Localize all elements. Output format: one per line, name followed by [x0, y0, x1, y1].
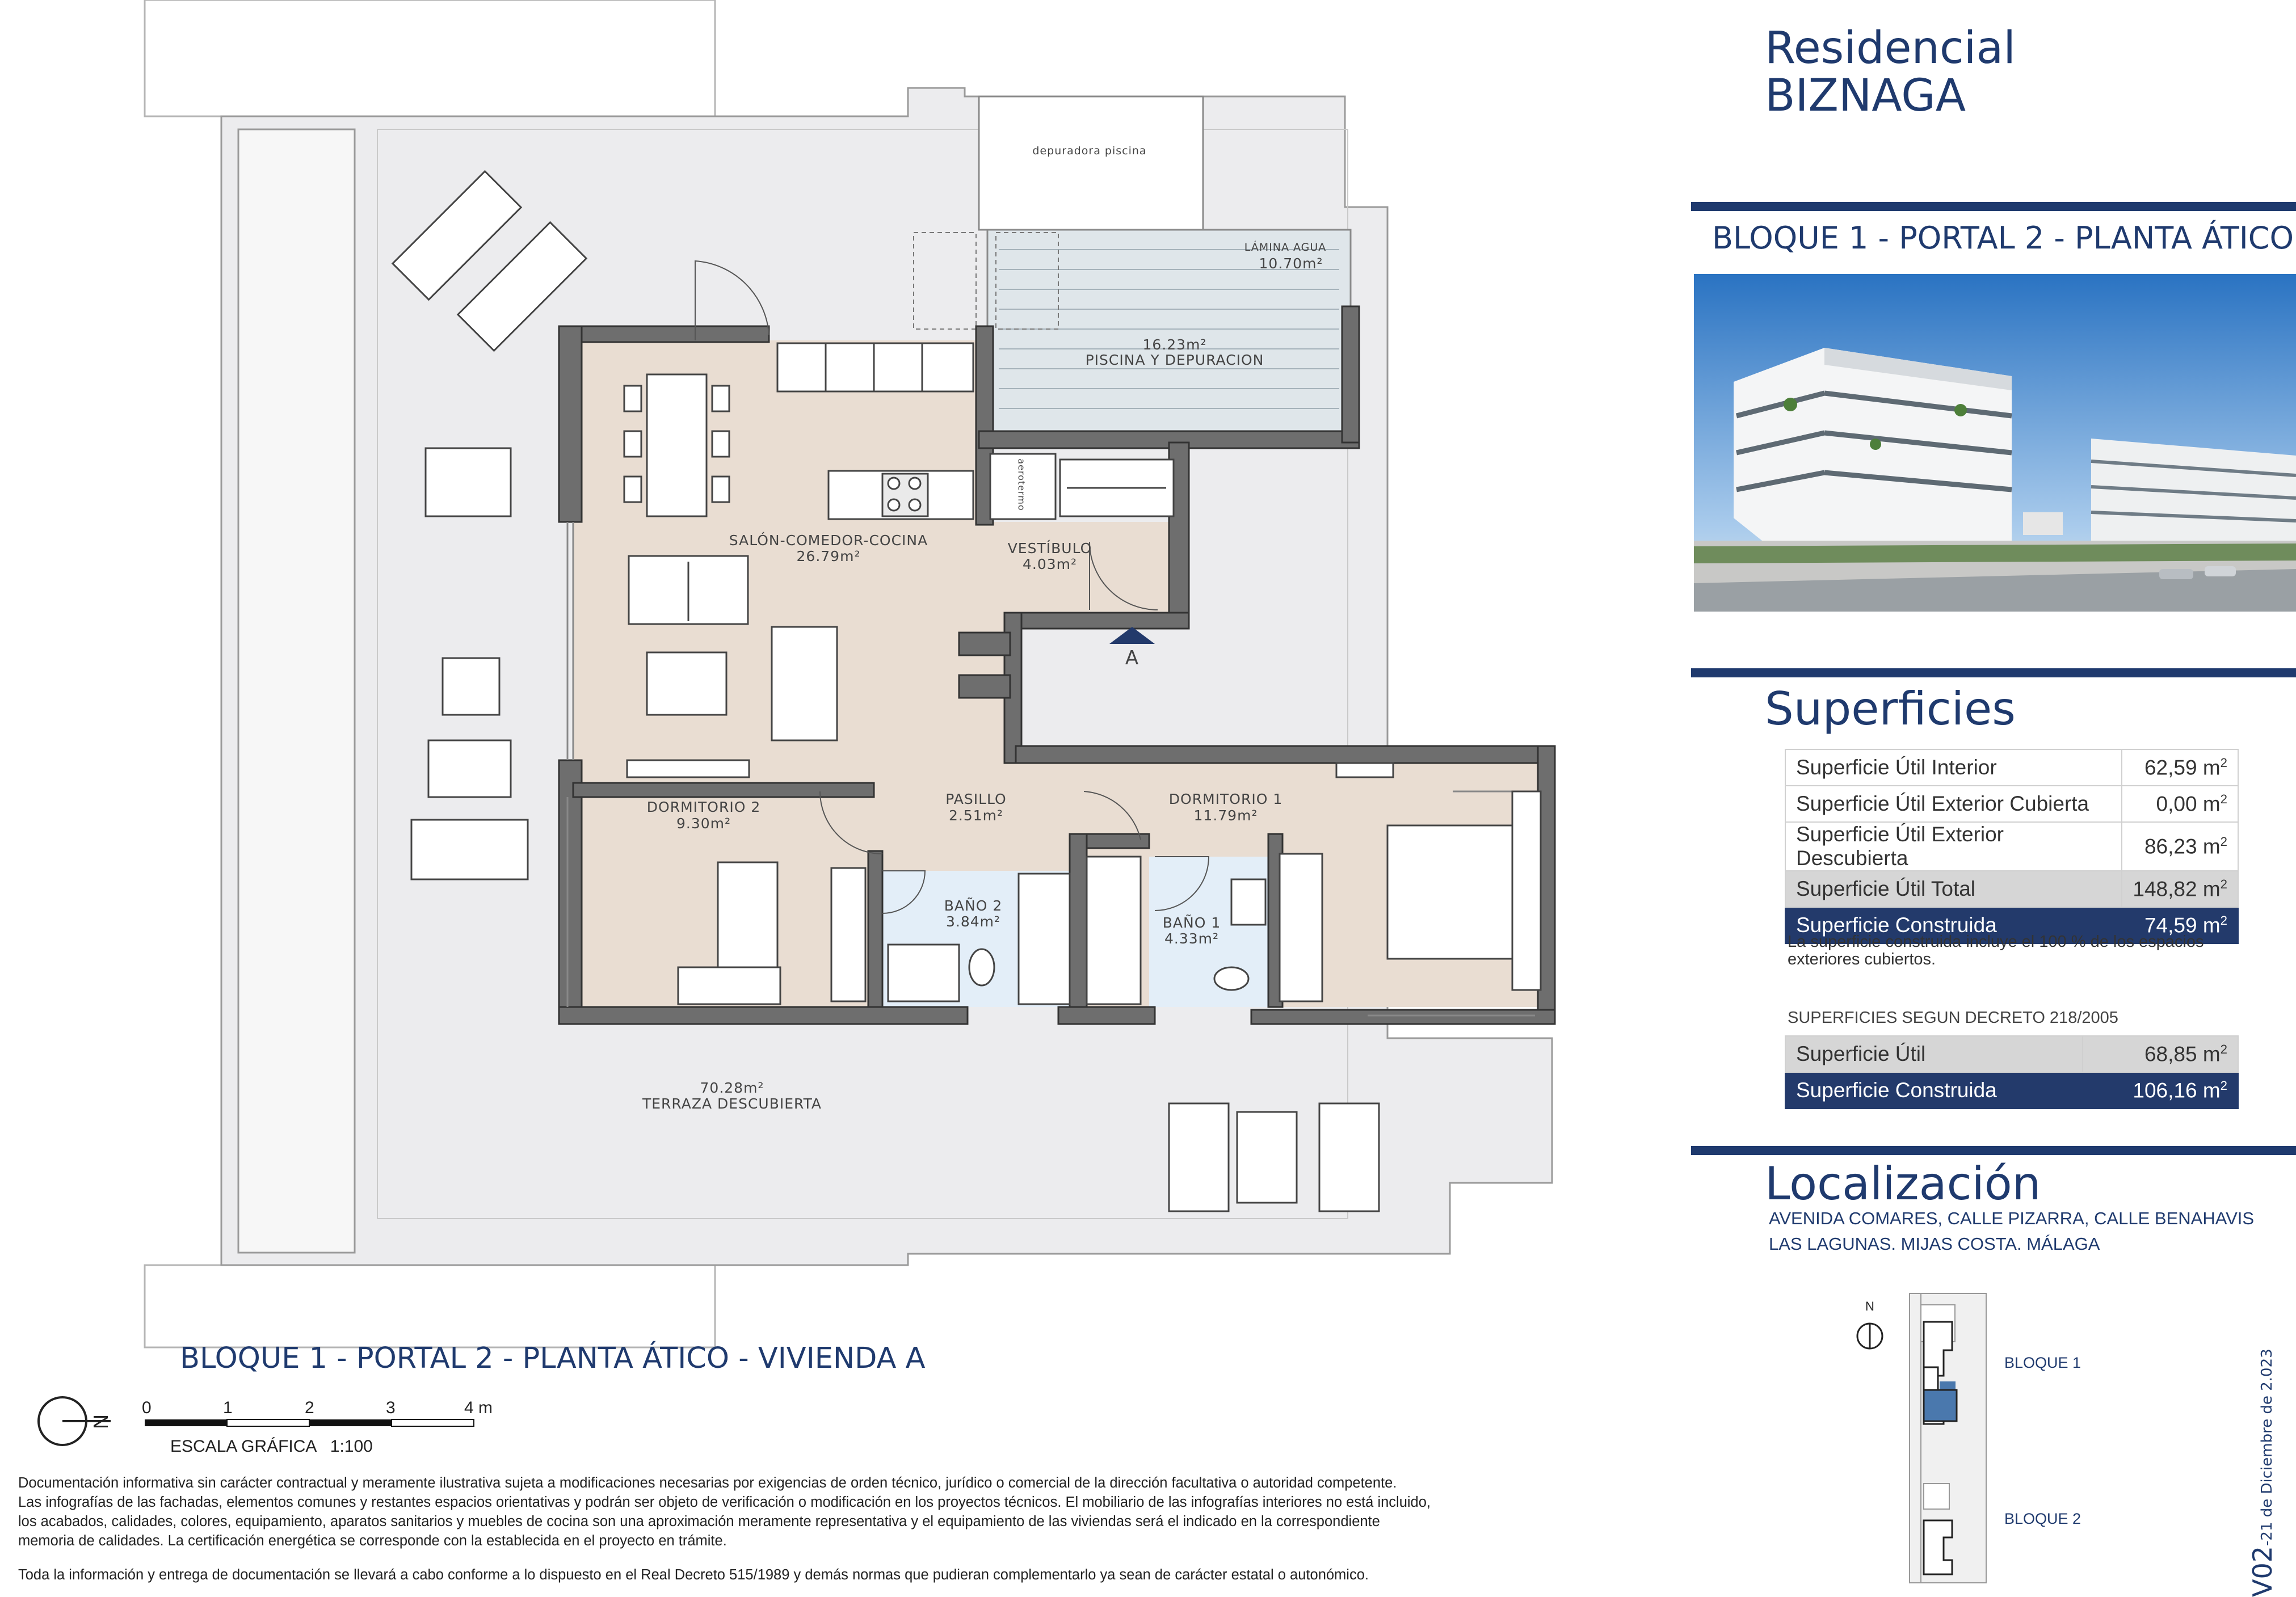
version-stamp — [2247, 1308, 2281, 1597]
superficies-row — [1785, 822, 2238, 871]
depuradora-room — [979, 96, 1203, 230]
terraza-area: 70.28m² — [700, 1080, 764, 1096]
vestibulo-label: VESTÍBULO — [1007, 540, 1092, 557]
bano2-label: BAÑO 2 — [944, 897, 1003, 914]
scale-tick-3: 3 — [386, 1398, 396, 1417]
disclaimer-line-5: Toda la información y entrega de documentación se llevará a cabo conforme a lo dispuesto en el Real Decreto 515/1989 y demás normas que pudieran complementarlo ya sean de carácter estatal o autonómico. — [18, 1567, 1369, 1583]
superficie-label: Superficie Construida — [1785, 907, 2122, 943]
project-title-line2: BIZNAGA — [1765, 70, 1966, 121]
divider-1 — [1691, 202, 2296, 211]
disclaimer-line-2: Las infografías de las fachadas, elementos comunes y restantes espacios orientativas y podrán ser objeto de verificación o modificación en los proyectos técnicos. El mobiliario de las infografías interiores no está incluido, — [18, 1494, 1431, 1510]
decreto-value: 68,85 $m^2$ — [2083, 1036, 2238, 1072]
version-code: V02 — [2247, 1545, 2278, 1597]
bano1-label: BAÑO 1 — [1162, 915, 1221, 931]
localizacion-heading: Localización — [1765, 1157, 2041, 1210]
superficie-value: 86,23 $m^2$ — [2122, 822, 2238, 871]
scale-tick-4: 4 m — [464, 1398, 493, 1417]
pergola-strip — [238, 129, 355, 1253]
dorm2-label: DORMITORIO 2 — [646, 799, 761, 815]
map-north-label: N — [1865, 1299, 1874, 1313]
scale-tick-0: 0 — [142, 1398, 152, 1417]
dorm1-area: 11.79m² — [1193, 807, 1258, 824]
disclaimer-line-3: los acabados, calidades, colores, equipamiento, aparatos sanitarios y muebles de cocina son una aproximación meramente representativa y el equipamiento de las viviendas será el indicado en la correspondiente — [18, 1514, 1380, 1529]
superficies-table — [1785, 749, 2239, 944]
vestibulo-area: 4.03m² — [1022, 556, 1078, 572]
site-map — [1839, 1288, 2066, 1588]
lamina-agua-label: LÁMINA AGUA — [1244, 241, 1327, 254]
decreto-heading: SUPERFICIES SEGUN DECRETO 218/2005 — [1788, 1009, 2118, 1027]
salon-label: SALÓN-COMEDOR-COCINA — [729, 532, 928, 549]
superficies-row — [1785, 749, 2238, 786]
version-date: -21 de Diciembre de 2.023 — [2259, 1349, 2276, 1546]
pasillo-label: PASILLO — [945, 791, 1007, 807]
decreto-table — [1785, 1035, 2239, 1109]
scale-caption: ESCALA GRÁFICA 1:100 — [170, 1437, 373, 1456]
bano1-area: 4.33m² — [1164, 930, 1220, 947]
aerotermo-label: aerotermo — [1016, 458, 1027, 511]
north-label: N — [89, 1414, 112, 1429]
superficie-label: Superficie Útil Total — [1785, 871, 2122, 907]
scale-tick-2: 2 — [305, 1398, 314, 1417]
divider-2 — [1691, 668, 2296, 677]
disclaimer-text — [18, 1473, 1647, 1585]
scale-tick-1: 1 — [223, 1398, 233, 1417]
dining-table — [624, 374, 729, 516]
salon-area: 26.79m² — [796, 548, 861, 564]
superficies-row — [1785, 786, 2238, 822]
terraza-label: TERRAZA DESCUBIERTA — [642, 1095, 822, 1112]
depuradora-label: depuradora piscina — [1032, 145, 1147, 157]
divider-3 — [1691, 1146, 2296, 1155]
decreto-label: Superficie Útil — [1785, 1036, 2083, 1072]
building-render — [1694, 274, 2296, 612]
superficies-heading: Superficies — [1765, 682, 2016, 735]
superficie-label: Superficie Útil Exterior Descubierta — [1785, 822, 2122, 871]
superficie-value: 62,59 $m^2$ — [2122, 749, 2238, 786]
localizacion-line2: LAS LAGUNAS. MIJAS COSTA. MÁLAGA — [1769, 1234, 2100, 1254]
bano2-area: 3.84m² — [945, 913, 1001, 930]
decreto-row — [1785, 1072, 2238, 1109]
decreto-value: 106,16 $m^2$ — [2083, 1072, 2238, 1109]
bloque2-label: BLOQUE 2 — [2004, 1510, 2081, 1527]
piscina-label: PISCINA Y DEPURACION — [1085, 352, 1264, 368]
dorm2-area: 9.30m² — [676, 815, 731, 832]
pasillo-area: 2.51m² — [948, 807, 1004, 824]
bloque1-label: BLOQUE 1 — [2004, 1354, 2081, 1371]
piscina-area: 16.23m² — [1142, 336, 1207, 353]
section-title: BLOQUE 1 - PORTAL 2 - PLANTA ÁTICO — [1712, 220, 2294, 256]
superficie-value: 74,59 $m^2$ — [2122, 907, 2238, 943]
decreto-label: Superficie Construida — [1785, 1072, 2083, 1109]
superficie-label: Superficie Útil Interior — [1785, 749, 2122, 786]
superficies-row-total — [1785, 871, 2238, 907]
decreto-row — [1785, 1036, 2238, 1072]
disclaimer-line-1: Documentación informativa sin carácter contractual y meramente ilustrativa sujeta a modificaciones necesarias por exigencias de orden técnico, jurídico o comercial de la dirección facultativa o autoridad competente. — [18, 1475, 1397, 1491]
project-title-line1: Residencial — [1765, 23, 2016, 74]
plan-title: BLOQUE 1 - PORTAL 2 - PLANTA ÁTICO - VIVIENDA A — [180, 1342, 926, 1375]
superficie-value: 148,82 $m^2$ — [2122, 871, 2238, 907]
superficies-note: La superficie construida incluye el 100 % de los espacios exteriores cubiertos. — [1788, 933, 2204, 968]
localizacion-line1: AVENIDA COMARES, CALLE PIZARRA, CALLE BENAHAVIS — [1769, 1208, 2255, 1228]
lamina-agua-area: 10.70m² — [1259, 255, 1323, 272]
entry-label: A — [1125, 647, 1139, 669]
superficie-value: 0,00 $m^2$ — [2122, 786, 2238, 822]
disclaimer-line-4: memoria de calidades. La certificación energética se corresponde con la establecida en el proyecto en trámite. — [18, 1533, 727, 1549]
scale-bar — [145, 1418, 508, 1430]
dorm1-label: DORMITORIO 1 — [1168, 791, 1283, 807]
superficie-label: Superficie Útil Exterior Cubierta — [1785, 786, 2122, 822]
